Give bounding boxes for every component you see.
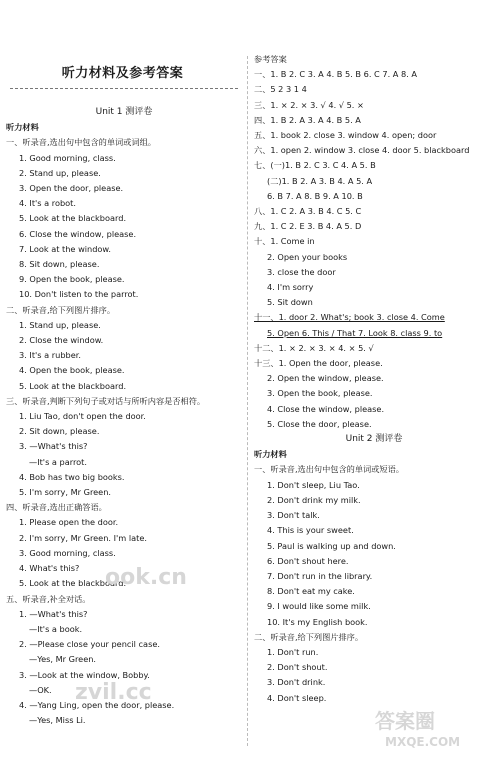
- left-line: —It's a book.: [29, 623, 83, 634]
- left-line: 4. —Yang Ling, open the door, please.: [19, 699, 175, 710]
- right-line: 3. close the door: [267, 266, 336, 277]
- right-line: 八、1. C 2. A 3. B 4. C 5. C: [254, 206, 362, 217]
- right-line: 5. Paul is walking up and down.: [267, 540, 396, 551]
- left-line: 3. Open the door, please.: [19, 183, 124, 194]
- right-line: 4. Don't sleep.: [267, 692, 327, 703]
- right-line: 6. B 7. A 8. B 9. A 10. B: [267, 190, 363, 201]
- right-column: [254, 52, 494, 706]
- right-line: 4. Close the window, please.: [267, 403, 385, 414]
- left-line: 3. —Look at the window, Bobby.: [19, 669, 150, 680]
- right-line: 二、5 2 3 1 4: [254, 84, 307, 95]
- left-line: 4. Open the book, please.: [19, 365, 125, 376]
- left-line: 9. Open the book, please.: [19, 274, 125, 285]
- left-line: 3. —What's this?: [19, 441, 88, 452]
- right-line: 3. Don't drink.: [267, 677, 326, 688]
- right-line: 七、(一)1. B 2. C 3. C 4. A 5. B: [254, 160, 376, 171]
- left-line: 1. Stand up, please.: [19, 319, 101, 330]
- left-line: 3. It's a rubber.: [19, 350, 81, 361]
- left-line: 2. Sit down, please.: [19, 426, 100, 437]
- left-line: 1. Liu Tao, don't open the door.: [19, 411, 146, 422]
- left-line: 三、听录音,判断下列句子或对话与所听内容是否相符。: [6, 395, 206, 406]
- right-line: 2. Open the window, please.: [267, 373, 384, 384]
- right-line: Unit 2 测评卷: [345, 434, 403, 445]
- title-divider: [10, 88, 238, 89]
- left-line: 听力材料: [6, 122, 39, 133]
- right-line: 5. Close the door, please.: [267, 418, 372, 429]
- right-line: 6. Don't shout here.: [267, 555, 349, 566]
- left-line: 5. I'm sorry, Mr Green.: [19, 487, 112, 498]
- left-line: 1. Please open the door.: [19, 517, 119, 528]
- right-line: 5. Sit down: [267, 297, 313, 308]
- right-line: 听力材料: [254, 449, 287, 460]
- left-line: 4. It's a robot.: [19, 198, 76, 209]
- left-line: 2. Close the window.: [19, 335, 104, 346]
- right-line: 5. Open 6. This / That 7. Look 8. class 9. to: [267, 327, 443, 338]
- left-line: 2. —Please close your pencil case.: [19, 639, 160, 650]
- left-line: 4. What's this?: [19, 563, 80, 574]
- right-line: 1. Don't sleep, Liu Tao.: [267, 479, 360, 490]
- right-line: 一、1. B 2. C 3. A 4. B 5. B 6. C 7. A 8. A: [254, 69, 417, 80]
- right-line: 二、听录音,给下列图片排序。: [254, 631, 364, 642]
- left-line: —It's a parrot.: [29, 456, 87, 467]
- right-line: 3. Open the book, please.: [267, 388, 373, 399]
- left-column: [6, 105, 242, 728]
- left-line: 8. Sit down, please.: [19, 259, 100, 270]
- left-line: —Yes, Mr Green.: [29, 654, 97, 665]
- left-line: 四、听录音,选出正确答语。: [6, 502, 107, 513]
- watermark-text: ook.cn: [105, 565, 187, 590]
- right-line: 参考答案: [254, 54, 287, 64]
- left-line: 1. —What's this?: [19, 608, 88, 619]
- page-title: 听力材料及参考答案: [61, 66, 184, 81]
- left-line: 1. Good morning, class.: [19, 152, 116, 163]
- right-line: 九、1. C 2. E 3. B 4. A 5. D: [254, 221, 362, 232]
- right-line: (二)1. B 2. A 3. B 4. A 5. A: [267, 175, 373, 186]
- right-line: 一、听录音,选出句中包含的单词或短语。: [254, 464, 404, 475]
- watermark-url: MXQE.COM: [385, 735, 461, 749]
- column-divider: [247, 56, 248, 746]
- left-line: 3. Good morning, class.: [19, 547, 116, 558]
- right-line: 十三、1. Open the door, please.: [254, 358, 383, 369]
- watermark-logo: 答案圈: [375, 709, 435, 733]
- left-line: 4. Bob has two big books.: [19, 471, 125, 482]
- left-line: 6. Close the window, please.: [19, 228, 137, 239]
- right-line: 7. Don't run in the library.: [267, 570, 373, 581]
- left-line: 5. Look at the blackboard.: [19, 578, 127, 589]
- right-line: 三、1. × 2. × 3. √ 4. √ 5. ×: [254, 99, 364, 110]
- right-line: 3. Don't talk.: [267, 510, 320, 521]
- left-line: 7. Look at the window.: [19, 243, 111, 254]
- right-line: 1. Don't run.: [267, 646, 319, 657]
- left-line: 10. Don't listen to the parrot.: [19, 289, 139, 300]
- right-line: 10. It's my English book.: [267, 616, 368, 627]
- left-line: —OK.: [29, 684, 52, 695]
- right-line: 四、1. B 2. A 3. A 4. B 5. A: [254, 114, 361, 125]
- right-line: 2. Don't shout.: [267, 662, 328, 673]
- left-line: 2. Stand up, please.: [19, 167, 101, 178]
- right-line: 8. Don't eat my cake.: [267, 586, 355, 597]
- right-line: 2. Don't drink my milk.: [267, 494, 361, 505]
- right-line: 十一、1. door 2. What's; book 3. close 4. Come: [254, 312, 445, 323]
- left-line: 5. Look at the blackboard.: [19, 380, 127, 391]
- left-line: 五、听录音,补全对话。: [6, 593, 91, 604]
- right-line: 十二、1. × 2. × 3. × 4. × 5. √: [254, 342, 374, 353]
- left-line: Unit 1 测评卷: [95, 107, 153, 117]
- right-line: 2. Open your books: [267, 251, 348, 262]
- right-line: 五、1. book 2. close 3. window 4. open; door: [254, 130, 437, 141]
- left-line: —Yes, Miss Li.: [29, 715, 86, 726]
- left-line: 2. I'm sorry, Mr Green. I'm late.: [19, 532, 147, 543]
- left-line: 5. Look at the blackboard.: [19, 213, 127, 224]
- right-line: 4. I'm sorry: [267, 282, 314, 293]
- right-line: 十、1. Come in: [254, 236, 315, 247]
- right-line: 六、1. open 2. window 3. close 4. door 5. blackboard: [254, 145, 470, 156]
- watermark-text: zvil.cc: [75, 680, 152, 705]
- left-line: 一、听录音,选出句中包含的单词或词组。: [6, 137, 156, 148]
- right-line: 9. I would like some milk.: [267, 601, 371, 612]
- right-line: 4. This is your sweet.: [267, 525, 354, 536]
- left-line: 二、听录音,给下列图片排序。: [6, 304, 116, 315]
